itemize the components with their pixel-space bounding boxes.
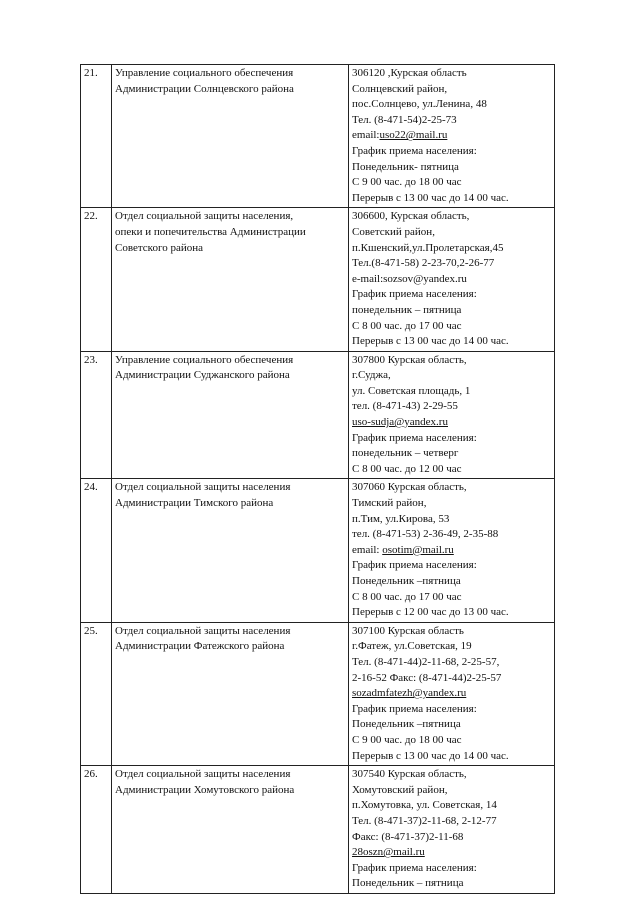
contact-text: e-mail:sozsov@yandex.ru [352,272,467,285]
contact-text: п.Тим, ул.Кирова, 53 [352,512,450,525]
contact-text: 307060 Курская область, [352,481,467,494]
row-number: 25. [81,622,112,765]
organization-name-line: Администрации Тимского района [115,497,274,510]
contact-line [352,783,551,799]
contact-text: С 8 00 час. до 17 00 час [352,590,462,603]
contact-line [352,749,551,765]
contact-text: 2-16-52 Факс: (8-471-44)2-25-57 [352,671,502,684]
contact-text: Перерыв с 13 00 час до 14 00 час. [352,335,509,348]
organization-name-line: Администрации Фатежского района [115,640,285,653]
contact-text: тел. (8-471-53) 2-36-49, 2-35-88 [352,528,499,541]
contact-text: Понедельник –пятница [352,718,461,731]
contact-line [352,66,551,82]
contact-text: Перерыв с 12 00 час до 13 00 час. [352,606,509,619]
contact-line [352,512,551,528]
contact-text: Понедельник –пятница [352,575,461,587]
organization-cell [112,351,349,479]
contact-text: 306120 ,Курская область [352,67,467,79]
contact-line [352,861,551,877]
organization-name-line: Управление социального обеспечения [115,67,294,79]
contact-text: С 9 00 час. до 18 00 час [352,733,462,746]
organization-cell [112,479,349,622]
contact-line [352,527,551,543]
organization-name-line: Администрации Суджанского района [115,369,290,382]
email-link[interactable]: osotim@mail.ru [382,543,454,556]
contact-text: п.Хомутовка, ул. Советская, 14 [352,799,497,812]
contact-text: тел. (8-471-43) 2-29-55 [352,400,458,413]
contact-line [352,415,551,431]
contact-text: 307540 Курская область, [352,768,467,781]
contact-text: Тел. (8-471-44)2-11-68, 2-25-57, [352,655,500,668]
table-row [81,208,555,351]
contact-line [352,97,551,113]
contact-line [352,319,551,335]
table-row [81,622,555,765]
contact-line [352,175,551,191]
contact-line [352,733,551,749]
table-row [81,766,555,894]
contact-text: п.Кшенский,ул.Пролетарская,45 [352,241,504,254]
contact-line [352,767,551,783]
contact-line [352,543,551,559]
organization-name-line: Отдел социальной защиты населения [115,624,291,637]
contacts-cell [349,208,555,351]
row-number: 24. [81,479,112,622]
contact-text: 307800 Курская область, [352,353,467,366]
contact-text: понедельник – пятница [352,303,462,316]
contact-line [352,446,551,462]
row-number: 26. [81,766,112,894]
contact-line [352,814,551,830]
contacts-cell [349,622,555,765]
organization-name-line: Администрации Солнцевского района [115,82,294,95]
email-link[interactable]: 28oszn@mail.ru [352,846,425,859]
contact-text: Факс: (8-471-37)2-11-68 [352,830,464,843]
organization-name-line: Управление социального обеспечения [115,353,294,366]
contact-line [352,334,551,350]
contact-line [352,144,551,160]
contact-line [352,830,551,846]
contact-line [352,671,551,687]
contacts-cell [349,351,555,479]
email-link[interactable]: sozadmfatezh@yandex.ru [352,687,467,700]
contact-line [352,287,551,303]
email-link[interactable]: uso-sudja@yandex.ru [352,416,448,429]
contact-line [352,876,551,892]
contact-text: Перерыв с 13 00 час до 14 00 час. [352,191,509,204]
contact-line [352,128,551,144]
contact-line [352,113,551,129]
contact-line [352,605,551,621]
contact-text: График приема населения: [352,288,477,301]
contact-text: С 8 00 час. до 12 00 час [352,462,462,475]
organization-cell [112,622,349,765]
contact-line [352,191,551,207]
contact-line [352,480,551,496]
contact-line [352,702,551,718]
contact-text: График приема населения: [352,702,477,715]
row-number: 22. [81,208,112,351]
contact-text: г.Суджа, [352,369,391,382]
contact-text: Тел. (8-471-37)2-11-68, 2-12-77 [352,814,497,827]
contact-line [352,272,551,288]
contact-text: email: [352,129,380,142]
contact-text: Понедельник- пятница [352,160,459,173]
organization-name-line: Отдел социальной защиты населения [115,481,291,494]
contact-text: Хомутовский район, [352,783,448,796]
table-row [81,65,555,208]
contact-text: С 8 00 час. до 17 00 час [352,319,462,332]
contact-line [352,590,551,606]
organization-name-line: Администрации Хомутовского района [115,783,295,796]
contact-line [352,256,551,272]
contact-line [352,225,551,241]
contacts-cell [349,65,555,208]
contact-text: ул. Советская площадь, 1 [352,384,471,397]
contact-line [352,209,551,225]
contact-text: С 9 00 час. до 18 00 час [352,176,462,189]
contact-text: 307100 Курская область [352,624,464,637]
contact-text: Перерыв с 13 00 час до 14 00 час. [352,749,509,762]
contact-line [352,303,551,319]
email-link[interactable]: uso22@mail.ru [379,129,448,142]
contact-line [352,686,551,702]
social-protection-offices-table [80,64,555,894]
contact-text: Тимский район, [352,497,427,510]
contact-text: понедельник – четверг [352,447,459,460]
contact-line [352,717,551,733]
organization-cell [112,208,349,351]
contact-line [352,655,551,671]
contacts-cell [349,766,555,894]
row-number: 23. [81,351,112,479]
contact-line [352,624,551,640]
contact-line [352,431,551,447]
contact-line [352,845,551,861]
contact-text: Советский район, [352,225,435,238]
contact-text: График приема населения: [352,861,477,874]
contact-line [352,160,551,176]
contact-text: Тел.(8-471-58) 2-23-70,2-26-77 [352,257,495,270]
contact-text: пос.Солнцево, ул.Ленина, 48 [352,98,487,111]
organization-cell [112,766,349,894]
contact-line [352,384,551,400]
contact-line [352,399,551,415]
contact-text: Солнцевский район, [352,82,448,95]
row-number: 21. [81,65,112,208]
contact-text: Понедельник – пятница [352,877,464,890]
table-row [81,479,555,622]
contact-text: Тел. (8-471-54)2-25-73 [352,113,457,126]
contact-line [352,574,551,590]
contact-line [352,496,551,512]
table-body [81,65,555,894]
contact-text: email: [352,543,383,556]
contacts-cell [349,479,555,622]
contact-text: 306600, Курская область, [352,210,470,223]
contact-line [352,639,551,655]
contact-text: График приема населения: [352,559,477,572]
contact-text: График приема населения: [352,431,477,444]
contact-line [352,462,551,478]
contact-line [352,368,551,384]
contact-line [352,798,551,814]
contact-text: г.Фатеж, ул.Советская, 19 [352,640,472,653]
organization-name-line: Отдел социальной защиты населения [115,768,291,781]
contact-text: График приема населения: [352,144,477,157]
organization-name-line: опеки и попечительства Администрации [115,225,306,238]
table-row [81,351,555,479]
organization-name-line: Советского района [115,241,203,254]
contact-line [352,353,551,369]
contact-line [352,82,551,98]
organization-name-line: Отдел социальной защиты населения, [115,210,294,223]
contact-line [352,558,551,574]
contact-line [352,241,551,257]
organization-cell [112,65,349,208]
